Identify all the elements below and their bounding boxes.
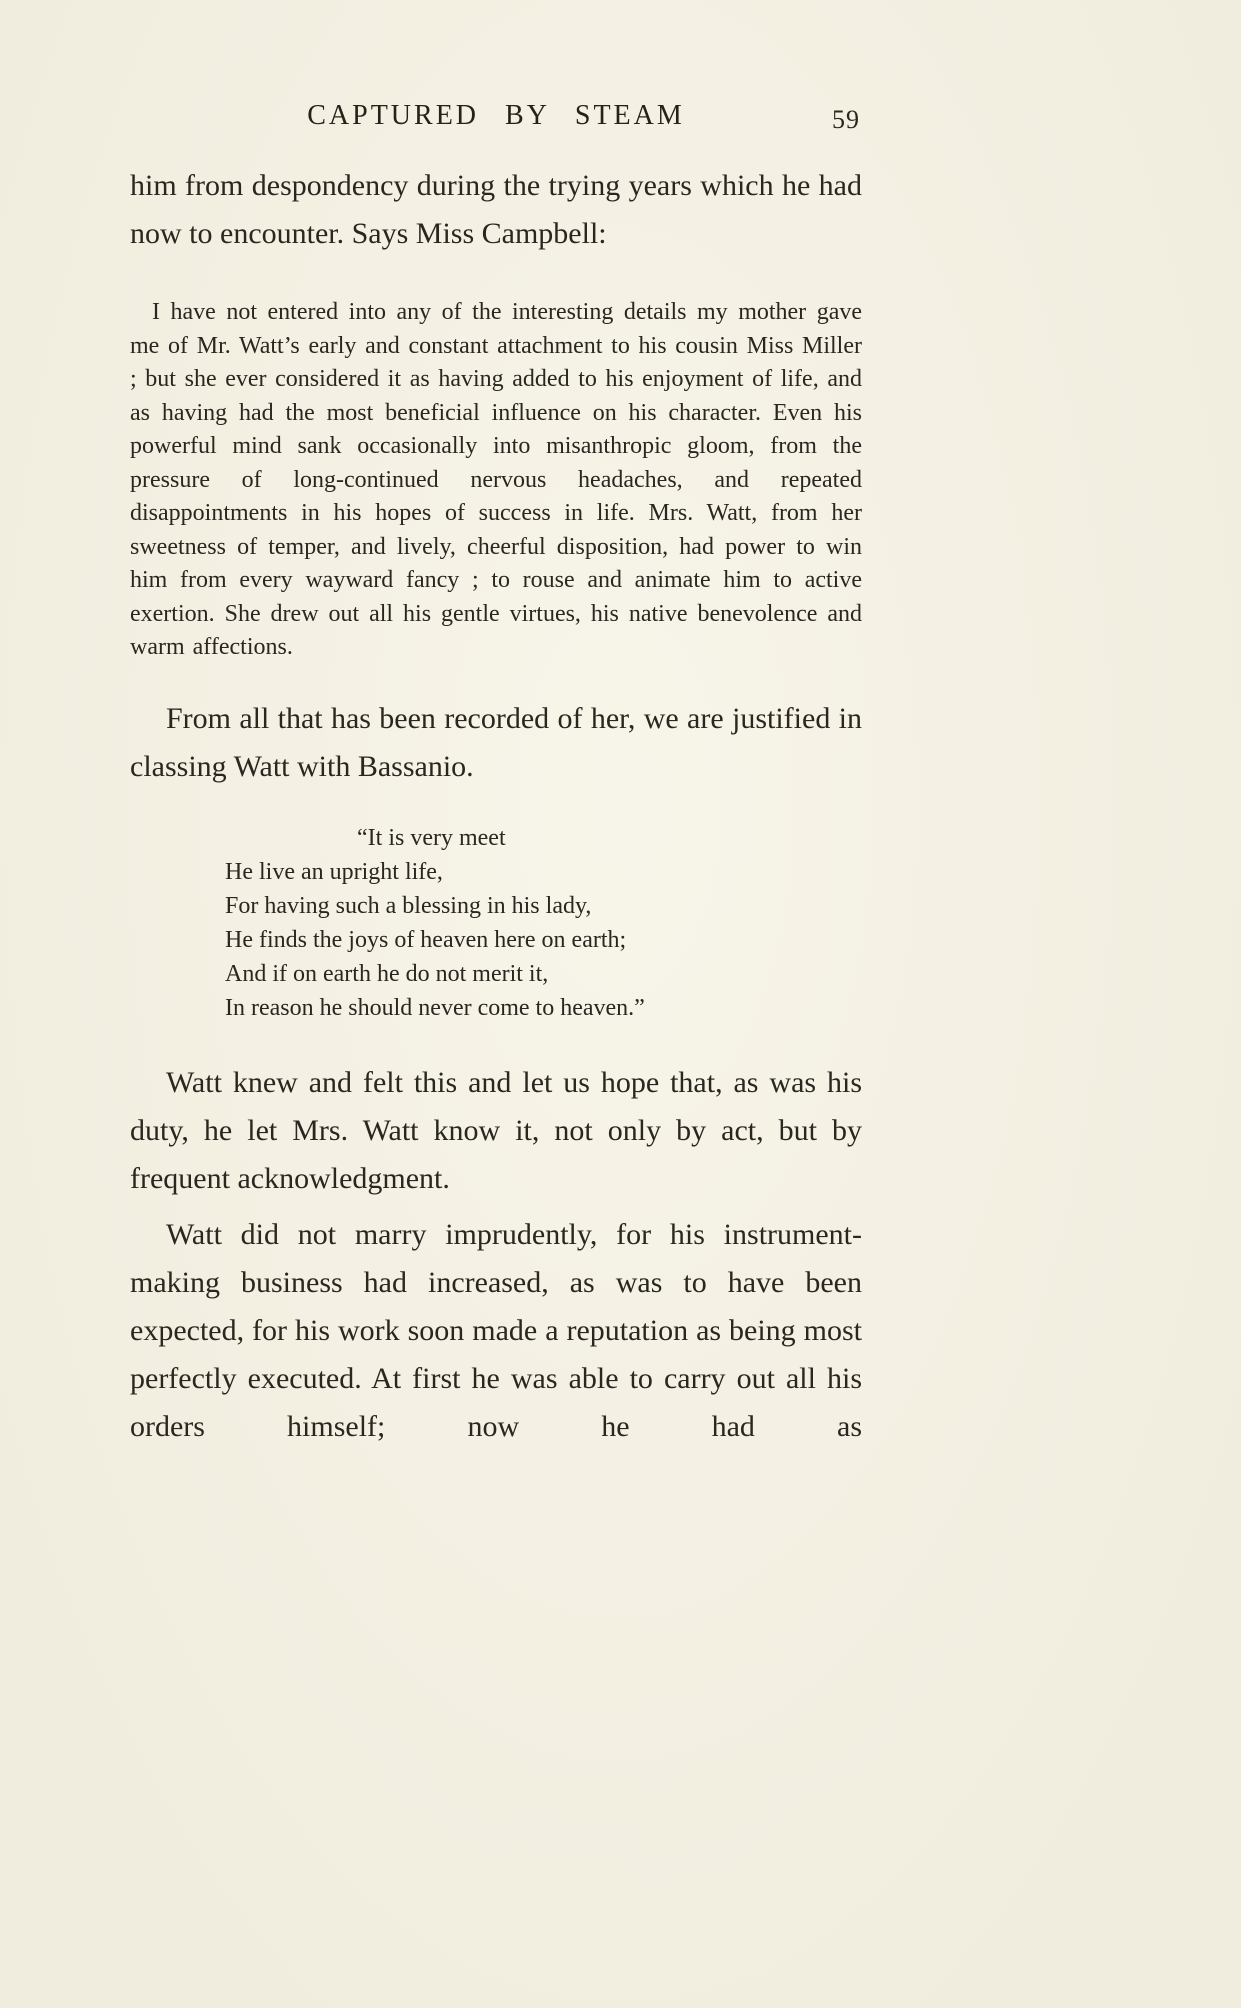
paragraph-continuation: him from despondency during the trying years which he had now to encounter. Says Miss Campbell: (130, 169, 862, 250)
paragraph-watt-marriage: Watt did not marry imprudently, for his instrument-making business had increased, as was to have been expected, for his work soon made a reputation as being most perfectly executed. At first he was able to carry out all his orders himself; now he had as (130, 1217, 862, 1443)
verse-line: And if on earth he do not merit it, (225, 960, 549, 987)
paragraph-bassanio: From all that has been recorded of her, we are justified in classing Watt with Bassanio. (130, 701, 862, 783)
verse-line: He live an upright life, (225, 858, 443, 885)
page-number: 59 (832, 105, 860, 134)
verse-line: In reason he should never come to heaven.” (225, 994, 645, 1021)
verse-quotation (225, 821, 862, 1025)
verse-line: For having such a blessing in his lady, (225, 892, 592, 919)
paragraph-watt-knew: Watt knew and felt this and let us hope that, as was his duty, he let Mrs. Watt know it, not only by act, but by frequent acknowledgment. (130, 1065, 862, 1195)
quoted-memoir-excerpt: I have not entered into any of the interesting details my mother gave me of Mr. Watt’s early and constant attachment to his cousin Miss Miller ; but she ever considered it as having added to his enjoyment of life, and as having had the most beneficial influence on his character. Even his powerful mind sank occasionally into misanthropic gloom, from the pressure of long-continued nervous headaches, and repeated disappointments in his hopes of success in life. Mrs. Watt, from her sweetness of temper, and lively, cheerful disposition, had power to win him from every wayward fancy ; to rouse and animate him to active exertion. She drew out all his gentle virtues, his native benevolence and warm affections. (130, 299, 862, 660)
verse-line: He finds the joys of heaven here on earth; (225, 926, 627, 953)
text-column (130, 100, 862, 1451)
page-header (130, 100, 862, 142)
running-title: CAPTURED BY STEAM (307, 100, 685, 131)
verse-line: “It is very meet (357, 824, 506, 851)
